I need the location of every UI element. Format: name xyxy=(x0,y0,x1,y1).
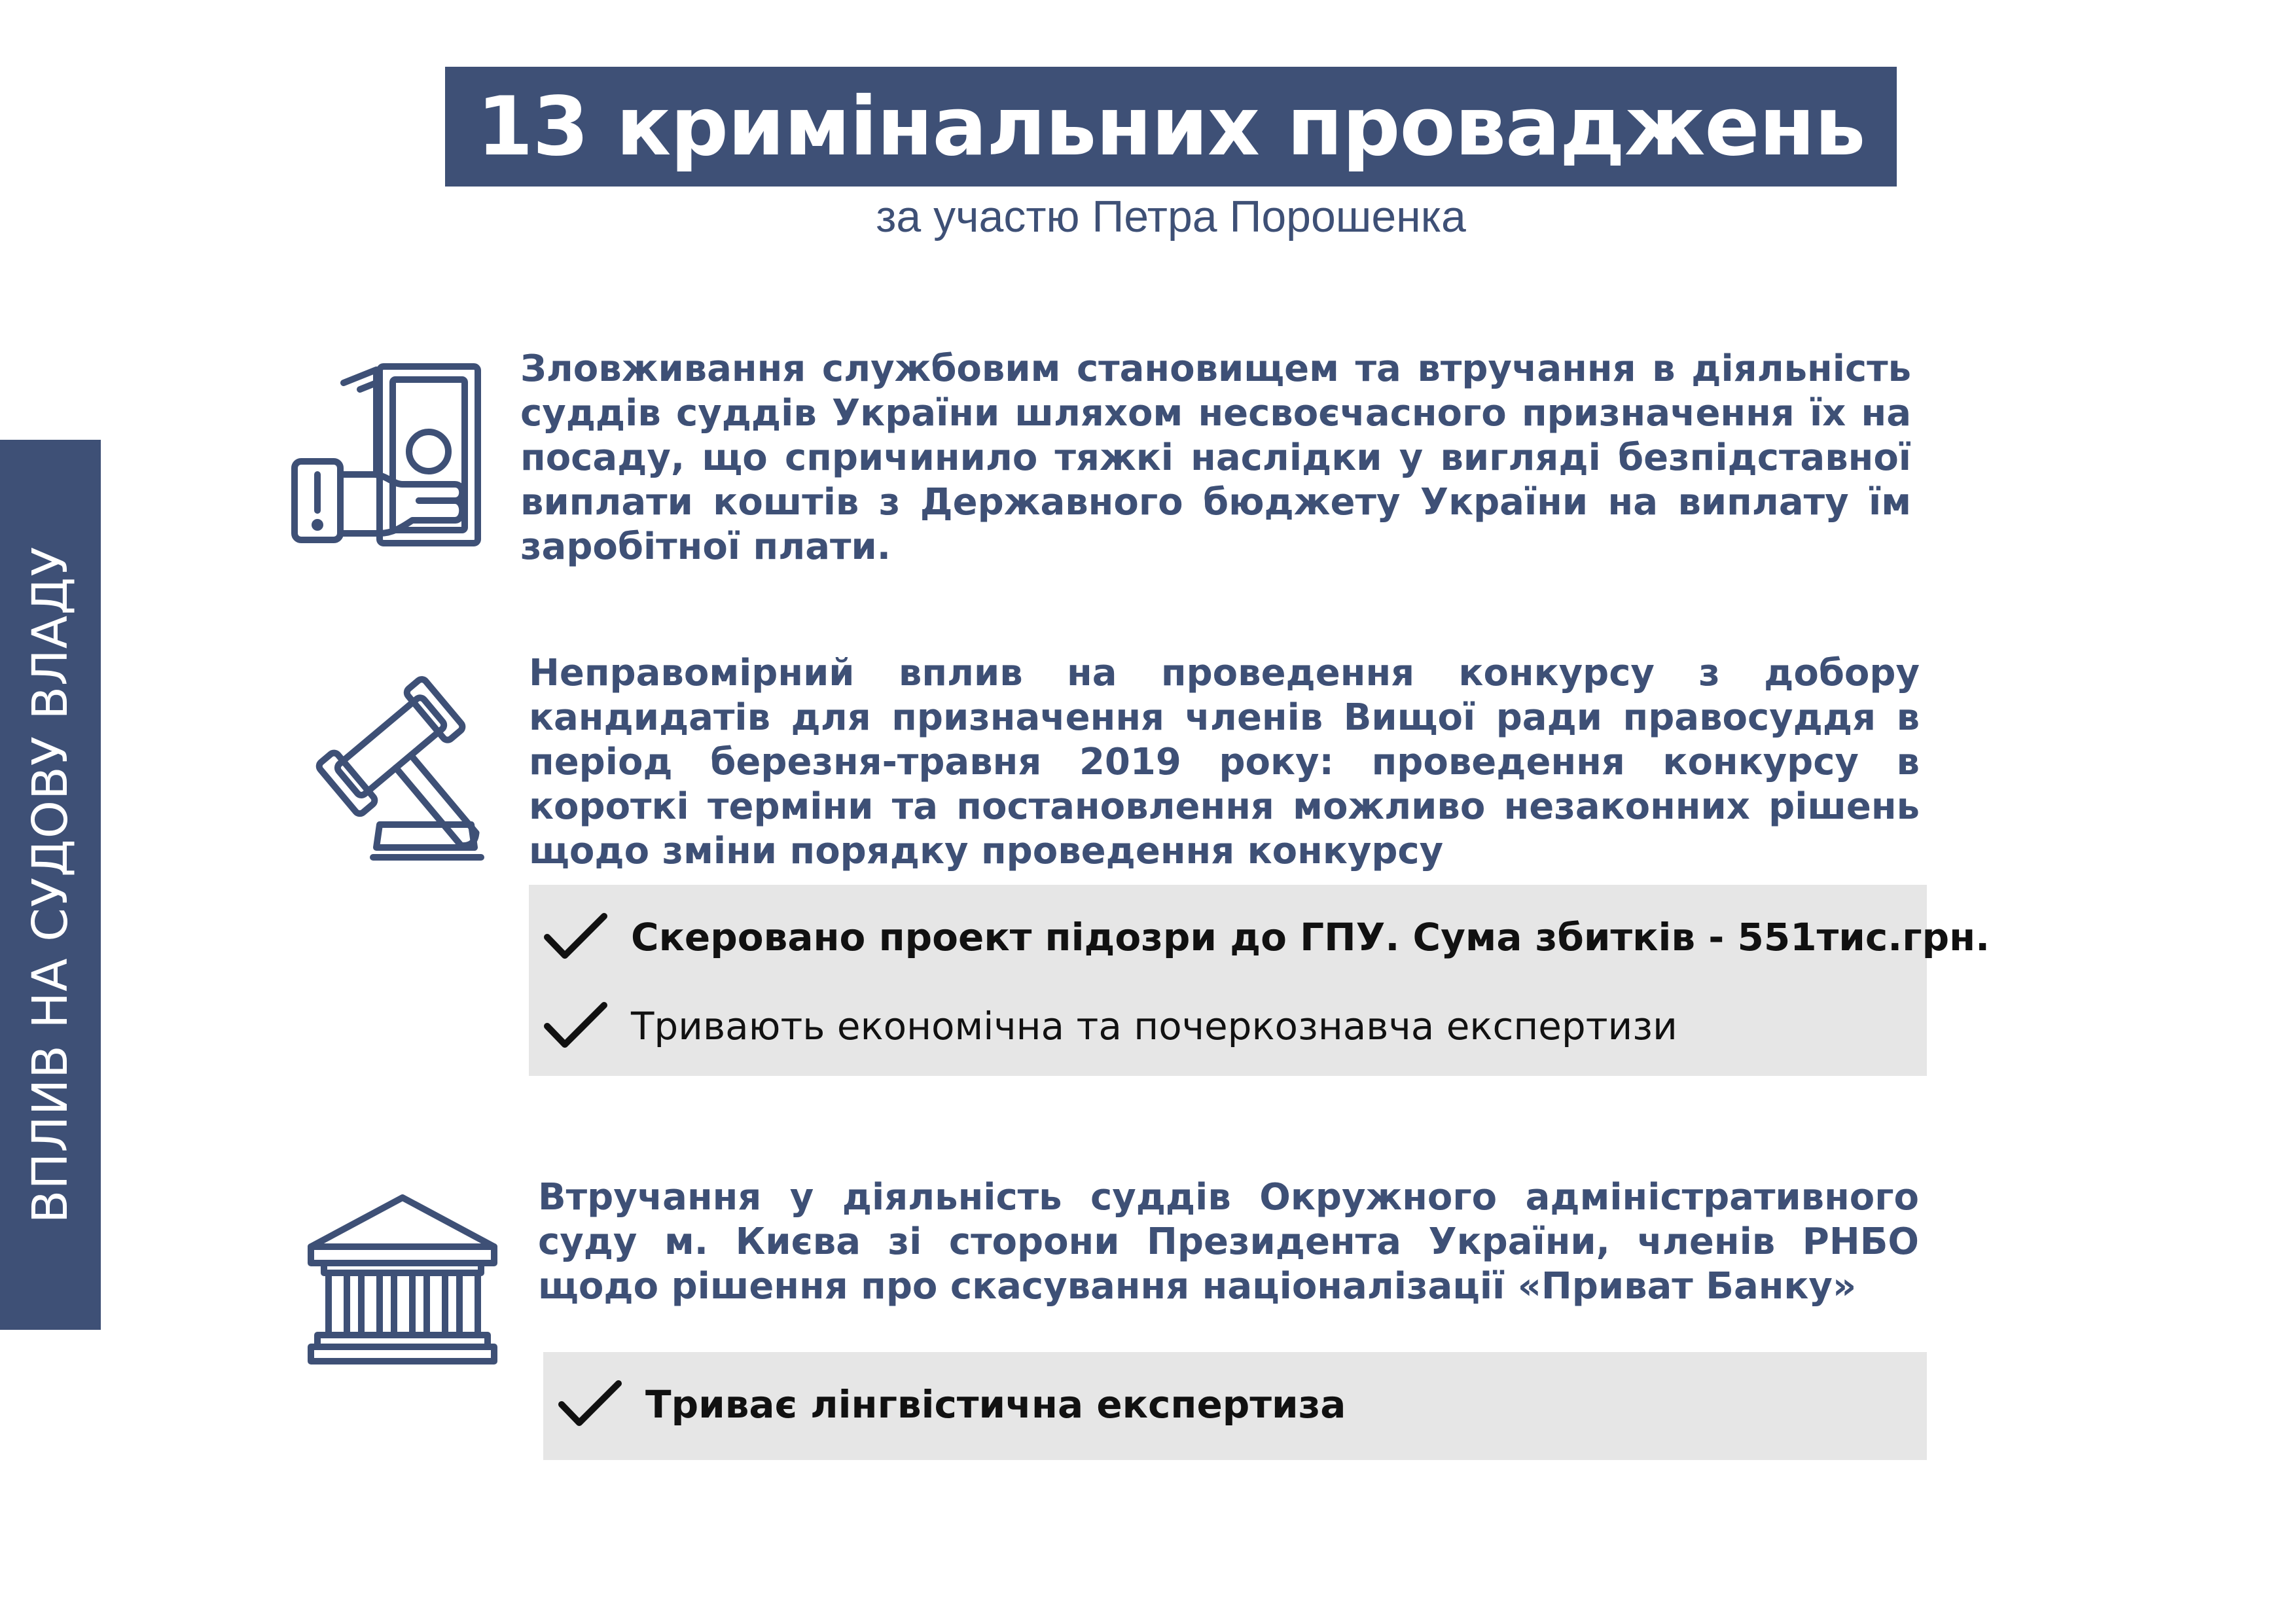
status-item xyxy=(556,1378,1346,1431)
status-text: Тривають економічна та почеркознавча експертизи xyxy=(631,1004,1677,1048)
side-band-label: ВПЛИВ НА СУДОВУ ВЛАДУ xyxy=(22,546,79,1224)
page-title: 13 кримінальних проваджень xyxy=(476,79,1865,174)
checkmark-icon xyxy=(542,911,607,963)
status-item xyxy=(542,1000,1677,1052)
section-1-text: Зловживання службовим становищем та втручання в діяльність суддів суддів України шляхом несвоєчасного призначення їх на посаду, що спричинило тяжкі наслідки у вигляді безпідставної виплати коштів з Державного бюджету України на виплату їм заробітної плати. xyxy=(520,348,1911,568)
section-2-status-box xyxy=(529,885,1990,1076)
status-text: Скеровано проект підозри до ГПУ. Сума збитків - 551тис.грн. xyxy=(631,915,1990,959)
checkmark-icon xyxy=(556,1378,622,1431)
section-3-text: Втручання у діяльність суддів Окружного адміністративного суду м. Києва зі сторони Президента України, членів РНБО щодо рішення про скасування націоналізації «Приват Банку» xyxy=(538,1176,1919,1308)
side-band xyxy=(0,440,101,1330)
title-banner xyxy=(445,67,1897,187)
status-item xyxy=(542,911,1990,963)
section-2-text: Неправомірний вплив на проведення конкурсу з добору кандидатів для призначення членів Вищої ради правосуддя в період березня-травня 2019 року: проведення конкурсу в короткі терміни та постановлення можливо незаконних рішень щодо зміни порядку проведення конкурсу xyxy=(529,652,1920,872)
checkmark-icon xyxy=(542,1000,607,1052)
status-text: Триває лінгвістична експертиза xyxy=(645,1382,1346,1427)
gavel-icon xyxy=(288,668,491,864)
section-3-status-box xyxy=(543,1352,1927,1460)
page-subtitle: за участю Петра Порошенка xyxy=(876,192,1466,241)
hand-money-icon xyxy=(288,353,484,550)
courthouse-icon xyxy=(308,1191,497,1368)
